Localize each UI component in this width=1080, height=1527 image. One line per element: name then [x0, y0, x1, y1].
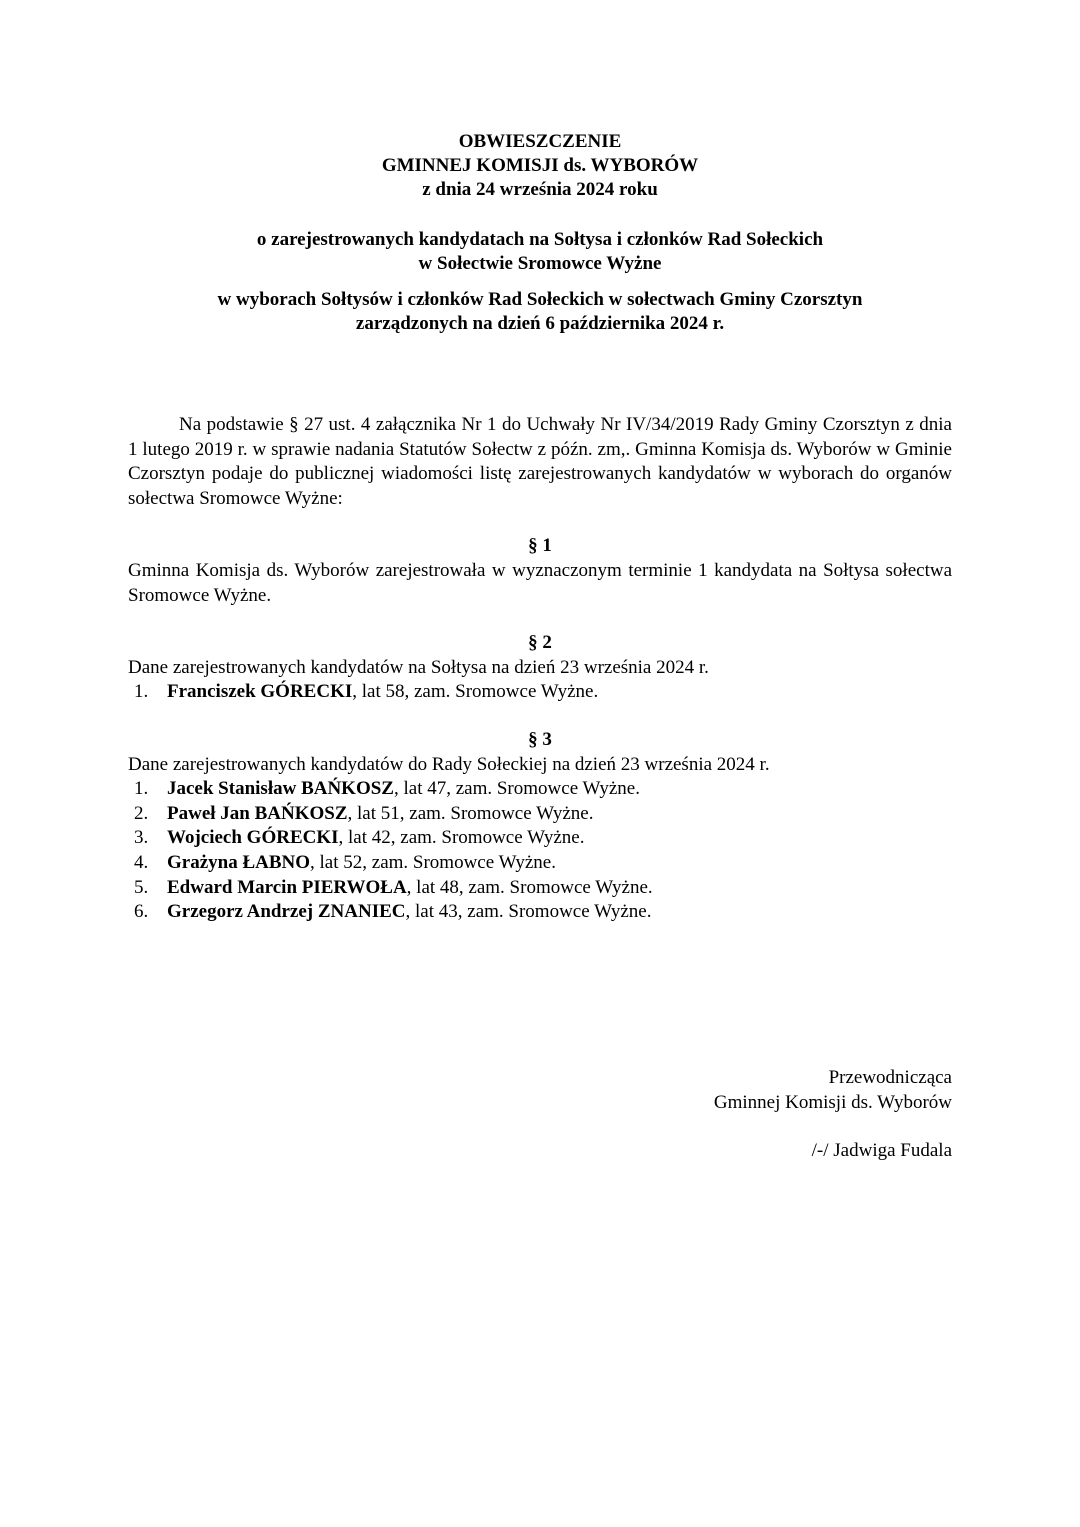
list-number: 1. — [134, 778, 149, 800]
list-item — [128, 680, 952, 705]
list-item — [128, 802, 952, 827]
candidate-name: Edward Marcin PIERWOŁA — [167, 876, 407, 898]
section-2-text: Dane zarejestrowanych kandydatów na Sołtysa na dzień 23 września 2024 r. — [128, 656, 709, 678]
section-1-heading: § 1 — [528, 535, 552, 557]
section-3-heading: § 3 — [528, 728, 552, 750]
list-number: 1. — [134, 681, 149, 703]
signature-body: Gminnej Komisji ds. Wyborów — [713, 1091, 952, 1113]
candidate-details: , lat 52, zam. Sromowce Wyżne. — [310, 851, 556, 873]
candidate-name: Wojciech GÓRECKI — [167, 827, 339, 849]
signature-role: Przewodnicząca — [828, 1067, 952, 1088]
list-number: 6. — [134, 901, 149, 923]
list-item — [128, 876, 952, 901]
candidate-name: Paweł Jan BAŃKOSZ — [167, 802, 348, 824]
document-header — [128, 130, 952, 336]
section-2-heading: § 2 — [528, 632, 552, 654]
candidate-details: , lat 43, zam. Sromowce Wyżne. — [405, 901, 652, 923]
document-body — [128, 413, 952, 925]
list-number: 5. — [134, 876, 149, 898]
section-1-text: Gminna Komisja ds. Wyborów zarejestrowała w wyznaczonym terminie 1 kandydata na Sołtysa sołectwa Sromowce Wyżne. — [128, 559, 952, 606]
intro-paragraph: Na podstawie § 27 ust. 4 załącznika Nr 1 do Uchwały Nr IV/34/2019 Rady Gminy Czorsztyn z dnia 1 lutego 2019 r. w sprawie nadania Statutów Sołectw z późn. zm,. Gminna Komisja ds. Wyborów w Gminie Czorsztyn podaje do publicznej wiadomości listę zarejestrowanych kandydatów w wyborach do organów sołectwa Sromowce Wyżne: — [128, 414, 952, 509]
subject-line-2: w Sołectwie Sromowce Wyżne — [418, 253, 662, 274]
candidate-name: Grażyna ŁABNO — [167, 851, 311, 873]
list-item — [128, 777, 952, 802]
candidate-name: Grzegorz Andrzej ZNANIEC — [167, 901, 406, 923]
signature-name: /-/ Jadwiga Fudala — [811, 1140, 952, 1162]
list-number: 4. — [134, 851, 149, 873]
signature-block — [714, 1066, 952, 1164]
election-line-1: w wyborach Sołtysów i członków Rad Sołeckich w sołectwach Gminy Czorsztyn — [217, 289, 863, 310]
council-candidate-list — [128, 777, 952, 925]
candidate-details: , lat 51, zam. Sromowce Wyżne. — [347, 802, 594, 824]
document-title: OBWIESZCZENIE — [458, 131, 622, 152]
candidate-details: , lat 58, zam. Sromowce Wyżne. — [352, 681, 599, 703]
list-item — [128, 851, 952, 876]
candidate-name: Franciszek GÓRECKI — [167, 681, 353, 703]
list-number: 2. — [134, 802, 149, 824]
election-line-2: zarządzonych na dzień 6 października 2024 r. — [355, 313, 725, 334]
candidate-details: , lat 42, zam. Sromowce Wyżne. — [338, 827, 585, 849]
candidate-details: , lat 48, zam. Sromowce Wyżne. — [406, 876, 653, 898]
list-item — [128, 826, 952, 851]
subject-line-1: o zarejestrowanych kandydatach na Sołtysa i członków Rad Sołeckich — [256, 229, 824, 250]
list-item — [128, 900, 952, 925]
issuer: GMINNEJ KOMISJI ds. WYBORÓW — [381, 155, 699, 176]
list-number: 3. — [134, 827, 149, 849]
soltys-candidate-list — [128, 680, 952, 705]
issue-date: z dnia 24 września 2024 roku — [422, 179, 658, 200]
candidate-name: Jacek Stanisław BAŃKOSZ — [167, 778, 394, 800]
section-3-text: Dane zarejestrowanych kandydatów do Rady Sołeckiej na dzień 23 września 2024 r. — [128, 753, 770, 775]
candidate-details: , lat 47, zam. Sromowce Wyżne. — [393, 778, 640, 800]
